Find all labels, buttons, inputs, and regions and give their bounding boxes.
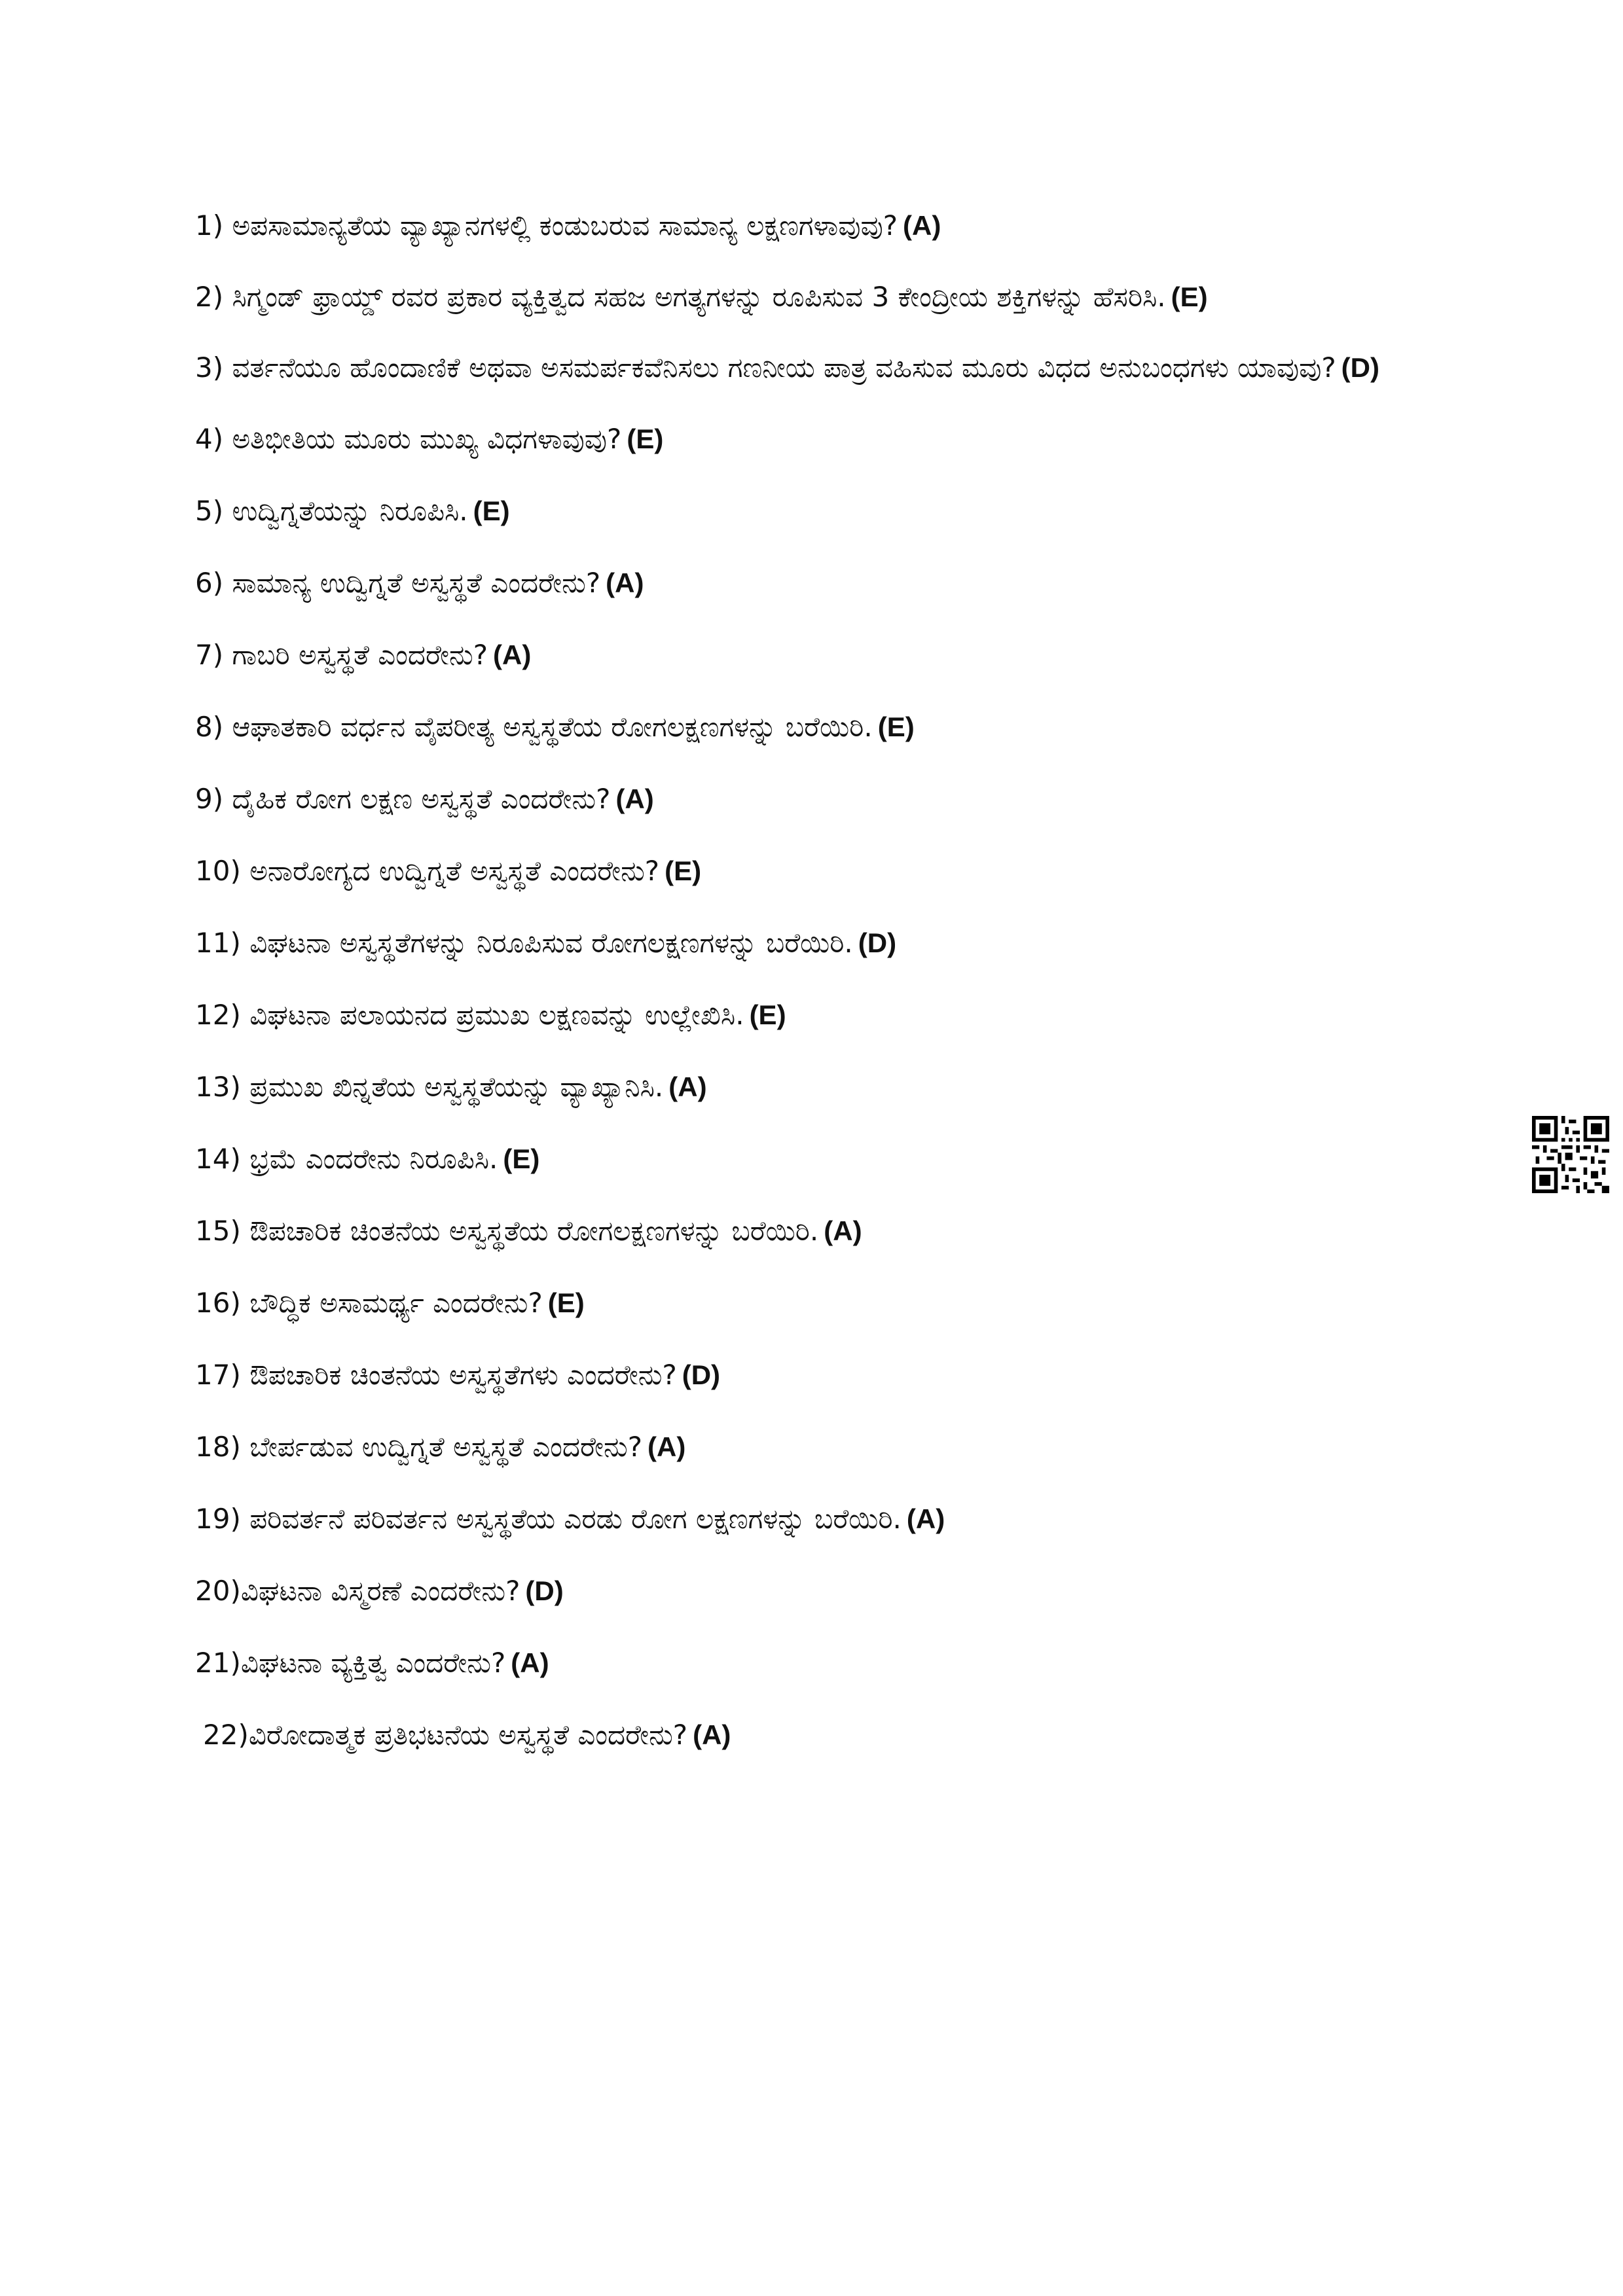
question-number: 16) [195, 1287, 241, 1319]
question-text: ವಿರೋದಾತ್ಮಕ ಪ್ರತಿಭಟನೆಯ ಅಸ್ವಸ್ಥತೆ ಎಂದರೇನು? [248, 1719, 688, 1751]
question-number: 1) [195, 209, 224, 242]
question-text: ವಿಘಟನಾ ಅಸ್ವಸ್ಥತೆಗಳನ್ನು ನಿರೂಪಿಸುವ ರೋಗಲಕ್ಷಣಗಳನ್ನು ಬರೆಯಿರಿ. [249, 927, 853, 959]
question-item [195, 1555, 1472, 1627]
qr-code-icon [1532, 1116, 1609, 1193]
question-text: ಅನಾರೋಗ್ಯದ ಉದ್ವಿಗ್ನತೆ ಅಸ್ವಸ್ಥತೆ ಎಂದರೇನು? [249, 855, 660, 887]
question-item [195, 763, 1472, 835]
question-number: 11) [195, 927, 241, 959]
difficulty-level: (A) [647, 1431, 686, 1462]
question-text: ಪ್ರಮುಖ ಖಿನ್ನತೆಯ ಅಸ್ವಸ್ಥತೆಯನ್ನು ವ್ಯಾಖ್ಯಾನಿಸಿ. [249, 1071, 664, 1103]
difficulty-level: (A) [606, 567, 644, 598]
difficulty-level: (A) [511, 1647, 549, 1678]
question-number: 15) [195, 1215, 241, 1247]
question-number: 14) [195, 1143, 241, 1175]
question-number: 19) [195, 1503, 241, 1535]
question-item [195, 907, 1472, 979]
difficulty-level: (A) [824, 1215, 862, 1246]
difficulty-level: (A) [903, 210, 941, 241]
question-number: 3) [195, 351, 224, 384]
question-item [195, 1627, 1472, 1699]
difficulty-level: (A) [615, 783, 654, 814]
difficulty-level: (E) [503, 1143, 540, 1174]
question-text: ಆಘಾತಕಾರಿ ವರ್ಧನ ವೈಪರೀತ್ಯ ಅಸ್ವಸ್ಥತೆಯ ರೋಗಲಕ್ಷಣಗಳನ್ನು ಬರೆಯಿರಿ. [232, 711, 873, 743]
question-item [195, 691, 1472, 763]
question-text: ಉದ್ವಿಗ್ನತೆಯನ್ನು ನಿರೂಪಿಸಿ. [232, 495, 468, 527]
difficulty-level: (A) [693, 1719, 731, 1750]
question-number: 6) [195, 567, 224, 599]
question-number: 9) [195, 783, 224, 815]
question-text: ಔಪಚಾರಿಕ ಚಿಂತನೆಯ ಅಸ್ವಸ್ಥತೆಯ ರೋಗಲಕ್ಷಣಗಳನ್ನು ಬರೆಯಿರಿ. [249, 1215, 819, 1247]
question-number: 5) [195, 495, 224, 527]
question-number: 7) [195, 639, 224, 671]
question-number: 22) [203, 1719, 249, 1751]
question-item [195, 1483, 1472, 1555]
difficulty-level: (D) [858, 927, 897, 958]
question-text: ಅಪಸಾಮಾನ್ಯತೆಯ ವ್ಯಾಖ್ಯಾನಗಳಲ್ಲಿ ಕಂಡುಬರುವ ಸಾಮಾನ್ಯ ಲಕ್ಷಣಗಳಾವುವು? [232, 209, 898, 242]
question-text: ಸಾಮಾನ್ಯ ಉದ್ವಿಗ್ನತೆ ಅಸ್ವಸ್ಥತೆ ಎಂದರೇನು? [232, 567, 601, 599]
question-text: ವಿಘಟನಾ ವಿಸ್ಮರಣೆ ಎಂದರೇನು? [240, 1575, 520, 1607]
difficulty-level: (D) [1341, 352, 1379, 383]
question-text: ಬೌದ್ಧಿಕ ಅಸಾಮರ್ಥ್ಯ ಎಂದರೇನು? [249, 1287, 543, 1319]
difficulty-level: (A) [668, 1071, 707, 1102]
difficulty-level: (A) [906, 1503, 945, 1534]
question-item [195, 1051, 1472, 1123]
question-number: 18) [195, 1431, 241, 1463]
question-item [195, 1267, 1472, 1339]
difficulty-level: (E) [1171, 281, 1208, 312]
difficulty-level: (E) [877, 711, 915, 742]
difficulty-level: (E) [473, 495, 510, 526]
question-text: ವರ್ತನೆಯೂ ಹೊಂದಾಣಿಕೆ ಅಥವಾ ಅಸಮರ್ಪಕವೆನಿಸಲು ಗಣನೀಯ ಪಾತ್ರ ವಹಿಸುವ ಮೂರು ವಿಧದ ಅನುಬಂಧಗಳು ಯಾವುವು? [232, 351, 1336, 384]
question-item [195, 475, 1472, 547]
difficulty-level: (E) [547, 1287, 585, 1318]
question-number: 12) [195, 999, 241, 1031]
question-number: 21) [195, 1647, 241, 1679]
question-number: 20) [195, 1575, 241, 1607]
question-item [195, 835, 1472, 907]
question-item [195, 1699, 1472, 1771]
question-item [195, 979, 1472, 1051]
question-item [195, 190, 1472, 262]
question-item [195, 547, 1472, 619]
question-number: 17) [195, 1359, 241, 1391]
question-text: ಗಾಬರಿ ಅಸ್ವಸ್ಥತೆ ಎಂದರೇನು? [232, 639, 488, 671]
question-item [195, 1411, 1472, 1483]
question-text: ವಿಘಟನಾ ವ್ಯಕ್ತಿತ್ವ ಎಂದರೇನು? [240, 1647, 506, 1679]
question-list [195, 190, 1472, 1771]
question-number: 4) [195, 423, 224, 455]
difficulty-level: (D) [682, 1359, 721, 1390]
question-item [195, 1339, 1472, 1411]
question-item [195, 403, 1472, 475]
question-text: ಸಿಗ್ಮಂಡ್ ಫ್ರಾಯ್ಡ್ ರವರ ಪ್ರಕಾರ ವ್ಯಕ್ತಿತ್ವದ ಸಹಜ ಅಗತ್ಯಗಳನ್ನು ರೂಪಿಸುವ 3 ಕೇಂದ್ರೀಯ ಶಕ್ತಿಗಳನ್ನು ಹೆಸರಿಸಿ. [232, 281, 1166, 313]
question-item [195, 1195, 1472, 1267]
question-text: ಬೇರ್ಪಡುವ ಉದ್ವಿಗ್ನತೆ ಅಸ್ವಸ್ಥತೆ ಎಂದರೇನು? [249, 1431, 643, 1463]
question-text: ವಿಘಟನಾ ಪಲಾಯನದ ಪ್ರಮುಖ ಲಕ್ಷಣವನ್ನು ಉಲ್ಲೇಖಿಸಿ. [249, 999, 744, 1031]
qr-code-graphic [1532, 1116, 1609, 1193]
question-number: 2) [195, 281, 224, 313]
question-item [195, 619, 1472, 691]
question-text: ಭ್ರಮೆ ಎಂದರೇನು ನಿರೂಪಿಸಿ. [249, 1143, 498, 1175]
question-text: ದೈಹಿಕ ರೋಗ ಲಕ್ಷಣ ಅಸ್ವಸ್ಥತೆ ಎಂದರೇನು? [232, 783, 611, 815]
difficulty-level: (A) [493, 639, 532, 670]
question-number: 10) [195, 855, 241, 887]
difficulty-level: (D) [525, 1575, 564, 1606]
question-number: 13) [195, 1071, 241, 1103]
question-number: 8) [195, 711, 224, 743]
question-item [195, 332, 1439, 403]
question-item [195, 262, 1439, 332]
question-text: ಔಪಚಾರಿಕ ಚಿಂತನೆಯ ಅಸ್ವಸ್ಥತೆಗಳು ಎಂದರೇನು? [249, 1359, 677, 1391]
difficulty-level: (E) [627, 423, 664, 454]
question-text: ಪರಿವರ್ತನೆ ಪರಿವರ್ತನ ಅಸ್ವಸ್ಥತೆಯ ಎರಡು ರೋಗ ಲಕ್ಷಣಗಳನ್ನು ಬರೆಯಿರಿ. [249, 1503, 902, 1535]
question-text: ಅತಿಭೀತಿಯ ಮೂರು ಮುಖ್ಯ ವಿಧಗಳಾವುವು? [232, 423, 622, 455]
question-item [195, 1123, 1472, 1195]
difficulty-level: (E) [665, 855, 702, 886]
difficulty-level: (E) [749, 999, 786, 1030]
